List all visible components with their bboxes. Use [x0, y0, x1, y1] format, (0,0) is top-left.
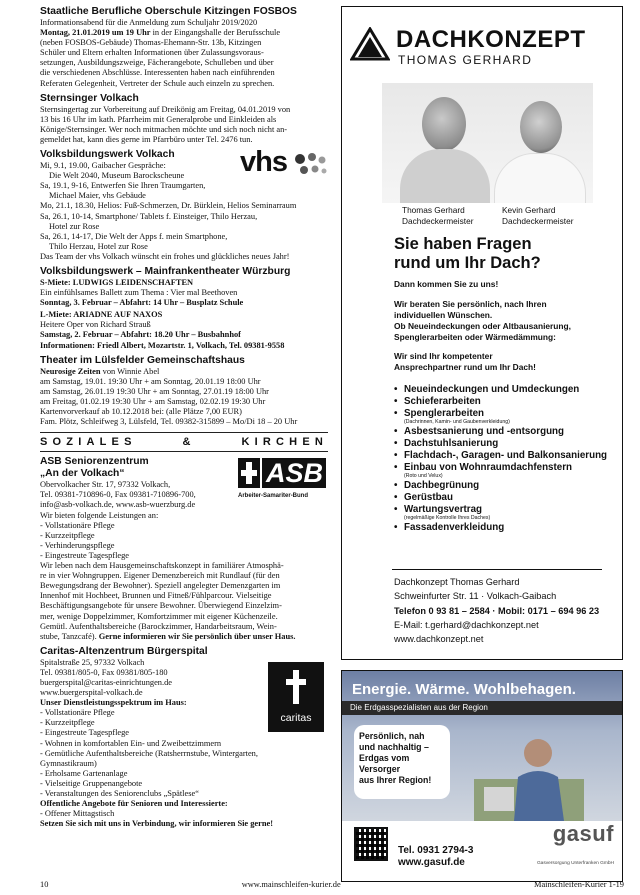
- asb-article: [40, 456, 328, 642]
- service-label: Asbestsanierung und -entsorgung: [404, 426, 565, 437]
- caritas-public-heading: Offentliche Angebote für Senioren und Interessierte:: [40, 799, 228, 809]
- section-divider-bottom: [40, 451, 328, 452]
- fosbos-line1: Informationsabend für die Anmeldung zum Schuljahr 2019/2020: [40, 18, 258, 27]
- contact-company: Dachkonzept Thomas Gerhard: [394, 577, 520, 587]
- section-word-and: &: [182, 436, 196, 449]
- service-label: Schieferarbeiten: [404, 396, 481, 407]
- page-footer: [40, 880, 624, 890]
- vhs-program-line: Sa, 26.1, 14-17, Die Welt der Apps f. mein Smartphone,: [40, 231, 228, 241]
- section-heading: [40, 437, 328, 447]
- dachkonzept-logo-title: DACHKONZEPT: [396, 26, 586, 53]
- service-item: [394, 450, 616, 462]
- contact-address: Schweinfurter Str. 11 · Volkach-Gaibach: [394, 591, 557, 602]
- section-word-kirchen: KIRCHEN: [241, 436, 328, 449]
- service-item: [394, 492, 616, 504]
- play-title: Neurosige Zeiten: [40, 366, 101, 376]
- s-miete-title: S-Miete: LUDWIGS LEIDENSCHAFTEN: [40, 277, 194, 287]
- vhs-program-line: Das Team der vhs Volkach wünscht ein frohes und glückliches neues Jahr!: [40, 251, 290, 261]
- ad-partner: Wir sind Ihr kompetenter Ansprechpartner rund um Ihr Dach!: [394, 351, 536, 372]
- service-label: Fassadenverkleidung: [404, 522, 505, 533]
- service-label: Gerüstbau: [404, 492, 453, 503]
- service-item: [394, 384, 616, 396]
- service-note: (Dachrinnen, Kamin- und Gaubenverkleidung): [404, 419, 510, 425]
- service-note: (regelmäßige Kontrolle Ihres Daches): [404, 515, 491, 521]
- vhs-dots-icon: [290, 151, 330, 179]
- caritas-public-offer: - Offener Mittagstisch: [40, 809, 115, 819]
- asb-closing: Gerne informieren wir Sie persönlich über unser Haus.: [96, 631, 296, 641]
- section-word-soziales: SOZIALES: [40, 436, 137, 449]
- gasuf-ad-image: [342, 671, 622, 821]
- asb-logo-sub: Arbeiter-Samariter-Bund: [238, 493, 309, 500]
- asb-subtitle: „An der Volkach“: [40, 468, 125, 480]
- luelsfeld-title: Theater im Lülsfelder Gemeinschaftshaus: [40, 354, 245, 366]
- vhs-logo-text: vhs: [240, 146, 287, 179]
- service-item: [394, 396, 616, 408]
- vhs-program-line: Hotel zur Rose: [49, 221, 100, 231]
- qr-code-icon[interactable]: [354, 827, 388, 861]
- caritas-title: Caritas-Altenzentrum Bürgerspital: [40, 645, 208, 657]
- gasuf-person-illustration: [474, 729, 584, 821]
- l-miete-date: Samstag, 2. Februar – Abfahrt: 18.20 Uhr – Busbahnhof: [40, 330, 241, 340]
- service-label: Wartungsvertrag: [404, 504, 483, 515]
- sternsinger-title: Sternsinger Volkach: [40, 92, 139, 104]
- services-list: [394, 384, 616, 534]
- owners-photo: [382, 83, 593, 203]
- caritas-services-heading: Unser Dienstleistungsspektrum im Haus:: [40, 698, 187, 708]
- l-miete-text: Heitere Oper von Richard Strauß: [40, 320, 151, 330]
- gasuf-ad: [341, 670, 623, 882]
- page-number: 10: [40, 880, 49, 889]
- service-item: [394, 438, 616, 450]
- contact-website: www.dachkonzept.net: [394, 634, 484, 645]
- service-item: [394, 426, 616, 438]
- caritas-services: - Vollstationäre Pflege - Kurzzeitpflege - Eingestreute Tagespflege - Wohnen in komfortablen Ein- und Zweibettzimmern - Gemütliche Aufenthaltsbereiche (Ratsherrnstube, Wintergarten, Gymnastikraum) - Erholsame Gartenanlage - Vielseitige Gruppenangebote - Veranstaltungen des Seniorenclubs „Spätlese“: [40, 708, 258, 798]
- gasuf-logo: [524, 821, 614, 873]
- service-item: [394, 462, 616, 480]
- owners-names: [402, 205, 602, 226]
- owner-2-role: Dachdeckermeister: [502, 215, 574, 226]
- caritas-logo: [268, 662, 324, 732]
- caritas-closing: Setzen Sie sich mit uns in Verbindung, wir informieren Sie gerne!: [40, 819, 274, 829]
- ad-come: Dann kommen Sie zu uns!: [394, 279, 499, 289]
- vhs-program-line: Michael Maier, vhs Gebäude: [49, 191, 146, 201]
- vhs-article: [40, 146, 328, 262]
- service-label: Flachdach-, Garagen- und Balkonsanierung: [404, 450, 608, 461]
- cross-icon: [286, 670, 306, 704]
- footer-url[interactable]: www.mainschleifen-kurier.de: [241, 880, 341, 889]
- vhs-logo: [240, 146, 326, 179]
- dachkonzept-ad-body: [394, 235, 616, 534]
- roof-triangle-icon: [350, 27, 390, 61]
- fosbos-text: (neben FOSBOS-Gebäude) Thomas-Ehemann-Str. 13b, Kitzingen Schüler und Eltern erhalten Informationen über Zulassungsvoraus- setzungen, Ausbildungszweige, Fächerangebote, Schulleben und über die verschiedenen Abschlüsse. Interessenten haben nach einführenden Referaten Gelegenheit, Vertreter der Schule auch einzeln zu sprechen.: [40, 38, 275, 88]
- owner-1-name: Thomas Gerhard: [402, 205, 465, 215]
- service-item: [394, 504, 616, 522]
- owner-1: [402, 205, 502, 226]
- service-label: Dachbegrünung: [404, 480, 480, 491]
- gasuf-tagline: Die Erdgasspezialisten aus der Region: [342, 701, 622, 715]
- asb-logo: [238, 456, 326, 502]
- vhs-program-line: Thilo Herzau, Hotel zur Rose: [49, 241, 148, 251]
- footer-issue: Mainschleifen-Kurier 1-19: [534, 880, 624, 889]
- vhs-title: Volksbildungswerk Volkach: [40, 149, 175, 161]
- service-item: [394, 522, 616, 534]
- service-label: Neueindeckungen und Umdeckungen: [404, 384, 580, 395]
- asb-title: ASB Seniorenzentrum: [40, 456, 149, 468]
- luelsfeld-article: [40, 355, 328, 428]
- gasuf-contact: Tel. 0931 2794-3 www.gasuf.de: [398, 845, 474, 868]
- gasuf-bubble: Persönlich, nah und nachhaltig – Erdgas vom Versorger aus Ihrer Region!: [354, 725, 450, 799]
- service-label: Dachstuhlsanierung: [404, 438, 499, 449]
- gasuf-logo-sub: Gasversorgung Unterfranken GmbH: [536, 861, 614, 866]
- caritas-article: [40, 646, 328, 830]
- vhs-program-line: Die Welt 2040, Museum Barockscheune: [49, 171, 185, 181]
- luelsfeld-line1: [40, 367, 328, 377]
- mainfranken-info: Informationen: Friedl Albert, Mozartstr. 1, Volkach, Tel. 09381-9558: [40, 340, 285, 350]
- l-miete-title: L-Miete: ARIADNE AUF NAXOS: [40, 310, 163, 320]
- caritas-logo-text: caritas: [280, 711, 312, 724]
- sternsinger-text: Sternsingertag zur Vorbereitung auf Dreikönig am Freitag, 04.01.2019 von 13 bis 16 Uhr im kath. Pfarrheim mit Generalprobe und Einkleiden als Könige/Sternsinger. Wer noch mitmachen möchte und sich noch nicht an- gemeldet hat, kann dies gerne im Pfarrbüro unter Tel. 2476 tun.: [40, 104, 291, 144]
- fosbos-date: Montag, 21.01.2019 um 19 Uhr: [40, 28, 151, 38]
- asb-text: [40, 480, 328, 642]
- vhs-program-line: Sa, 19.1, 9-16, Entwerfen Sie Ihren Traumgarten,: [40, 181, 206, 191]
- asb-body: Obervolkacher Str. 17, 97332 Volkach, Tel. 09381-710896-0, Fax 09381-710896-700, info@asb-volkach.de, www.asb-wuerzburg.de Wir bieten folgende Leistungen an: - Vollstationäre Pflege - Kurzzeitpflege - Verhinderungspflege - Eingestreute Tagespflege Wir leben nach dem Hausgemeinschaftskonzept in familiärer Atmosphä- re in vier Wohngruppen. Eigener Demenzbereich mit Rundlauf (für den Bewegungsdrang der Bewohner). Speziell angelegter Demenzgarten im Innenhof mit Hochbeet, Brunnen und Fitneß/Fühlparcour. Vielseitige Beschäftigungsangebote für unsere Bewohner. Überwiegend Einzelzim- mer, wenige Doppelzimmer, Komfortzimmer mit eigener Küchenzeile. Gemütl. Aufenthaltsbereiche (Barockzimmer, Handarbeitsraum, Wein- stube, Tanzcafé).: [40, 480, 284, 641]
- vhs-program-line: Mi, 9.1, 19.00, Gaibacher Gespräche:: [40, 161, 166, 171]
- ad-question: Sie haben Fragen rund um Ihr Dach?: [394, 235, 541, 272]
- sternsinger-article: [40, 93, 328, 145]
- fosbos-title: Staatliche Berufliche Oberschule Kitzingen FOSBOS: [40, 6, 297, 17]
- dachkonzept-contact: [394, 575, 618, 646]
- mainfranken-title: Volksbildungswerk – Mainfrankentheater Würzburg: [40, 265, 291, 277]
- ad-advice: Wir beraten Sie persönlich, nach Ihren individuellen Wünschen. Ob Neueindeckungen oder Altbausanierung, Spenglerarbeiten oder Wärmedämmung:: [394, 299, 571, 342]
- caritas-contact: Spitalstraße 25, 97332 Volkach Tel. 09381/805-0, Fax 09381/805-180 buergerspital@caritas-einrichtungen.de www.buergerspital-volkach.de: [40, 657, 172, 698]
- gasuf-logo-text: gasuf: [552, 821, 614, 846]
- fosbos-article: [40, 6, 328, 89]
- owner-2-name: Kevin Gerhard: [502, 205, 556, 215]
- vhs-program-line: Sa, 26.1, 10-14, Smartphone/ Tablets f. Einsteiger, Thilo Herzau,: [40, 211, 258, 221]
- service-item: [394, 480, 616, 492]
- gasuf-slogan: Energie. Wärme. Wohlbehagen.: [352, 681, 576, 698]
- vhs-program-line: Mo, 21.1, 18.30, Helios: Fuß-Schmerzen, Dr. Bürklein, Helios Seminarraum: [40, 201, 297, 211]
- dachkonzept-logo: [350, 27, 616, 73]
- s-miete-text: Ein einfühlsames Ballett zum Thema : Vier mal Beethoven: [40, 288, 238, 298]
- person-right: [494, 83, 586, 203]
- fosbos-location: in der Eingangshalle der Berufsschule: [150, 28, 281, 38]
- service-label: Einbau von Wohnraumdachfenstern: [404, 462, 573, 473]
- person-left: [400, 83, 490, 203]
- play-author: von Winnie Abel: [100, 366, 160, 376]
- contact-email: E-Mail: t.gerhard@dachkonzept.net: [394, 619, 539, 630]
- dachkonzept-logo-sub: THOMAS GERHARD: [398, 53, 533, 67]
- contact-phone: Telefon 0 93 81 – 2584 · Mobil: 0171 – 694 96 23: [394, 605, 600, 616]
- contact-divider: [392, 569, 602, 570]
- owner-1-role: Dachdeckermeister: [402, 215, 474, 226]
- service-note: (Roto und Velux): [404, 473, 443, 479]
- section-divider-top: [40, 432, 328, 433]
- service-label: Spenglerarbeiten: [404, 408, 485, 419]
- s-miete-date: Sonntag, 3. Februar – Abfahrt: 14 Uhr – Busplatz Schule: [40, 298, 244, 308]
- mainfranken-article: [40, 266, 328, 351]
- service-item: [394, 408, 616, 426]
- fosbos-line2: [40, 28, 328, 38]
- asb-logo-text: ASB: [266, 458, 324, 489]
- dachkonzept-ad: [341, 6, 623, 660]
- luelsfeld-text: am Samstag, 19.01. 19:30 Uhr + am Sonntag, 20.01.19 18:00 Uhr am Samstag, 26.01.19 19:30 Uhr + am Sonntag, 27.01.19 18:00 Uhr am Freitag, 01.02.19 19:30 Uhr + am Samstag, 02.02.19 19:30 Uhr Kartenvorverkauf ab 10.12.2018 bei: (alle Plätze 7,00 EUR) Fam. Plötz, Schleifweg 3, Lülsfeld, Tel. 09382-315899 – Mo/Di 18 – 20 Uhr: [40, 376, 298, 427]
- owner-2: [502, 205, 602, 226]
- left-column: [40, 6, 328, 829]
